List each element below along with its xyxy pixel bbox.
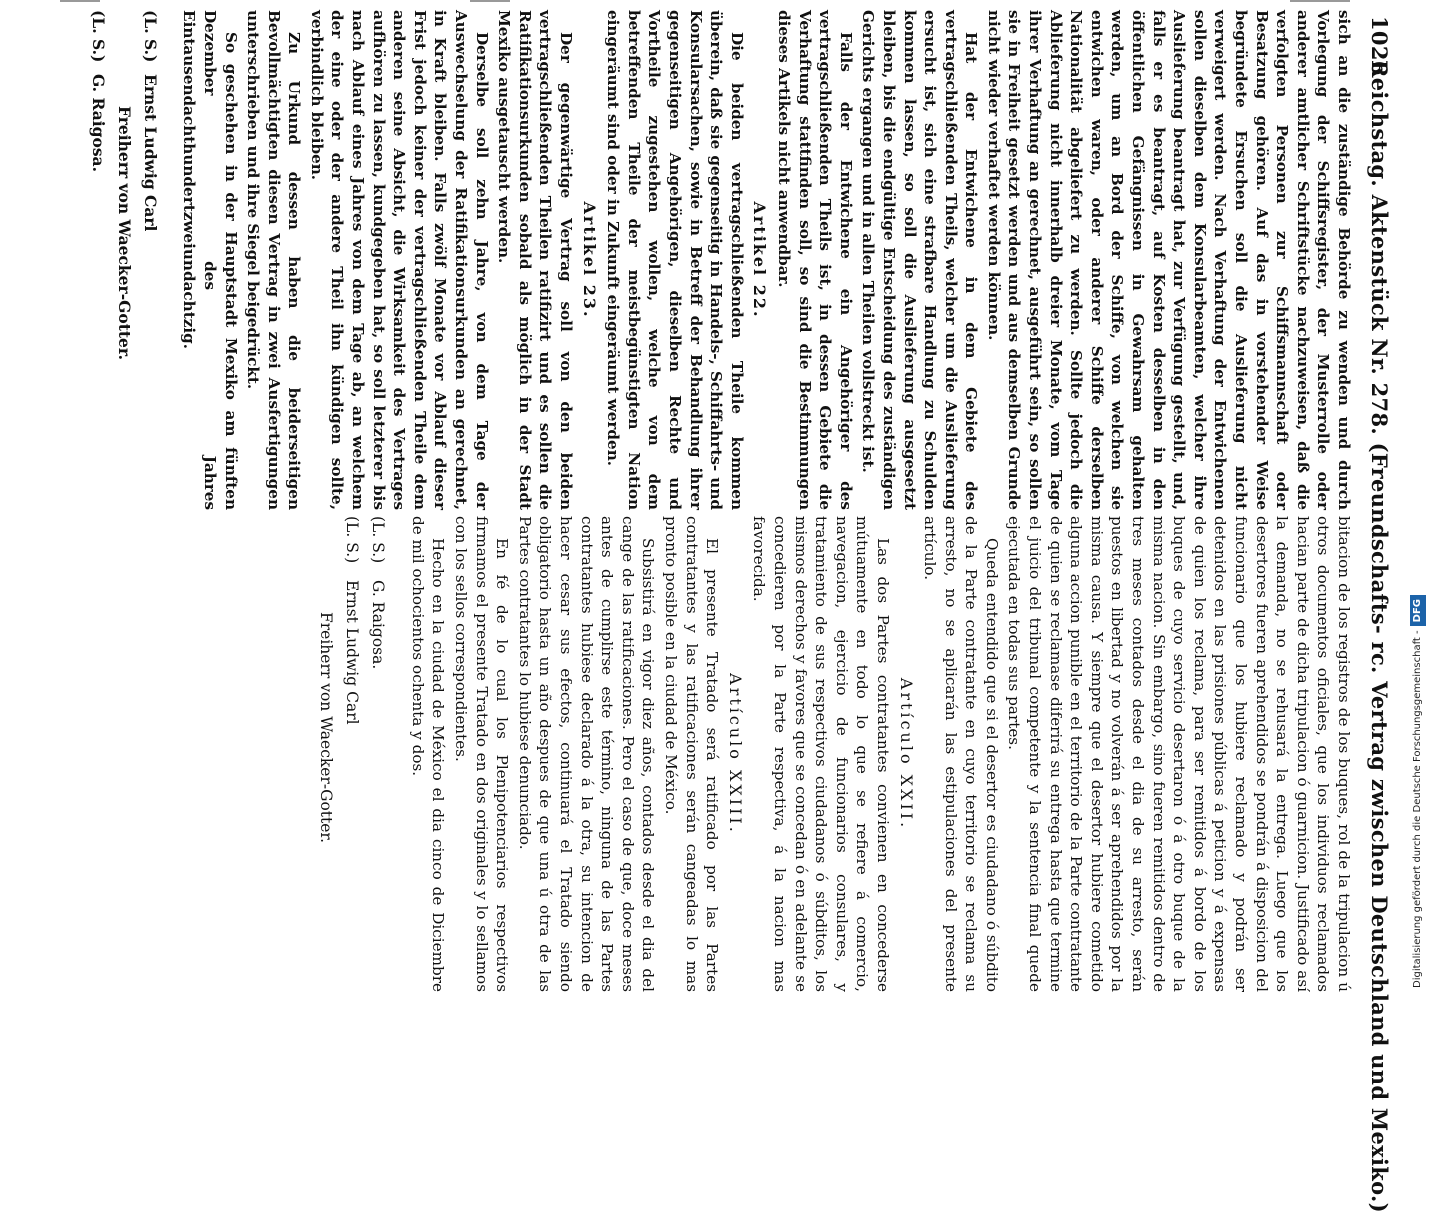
signatory-name: G. Raigosa. — [369, 580, 388, 670]
paragraph: sich an die zuständige Behörde zu wenden und durch Vorlegung der Schiffsregister, der Musterrolle oder anderer amtlicher Schriftstücke nachzuweisen, daß die verfolgten Personen zur Schiffsmannschaft oder Besatzung gehören. Auf das in vorstehender Weise begründete Ersuchen soll die Auslieferung nicht verweigert werden. Nach Verhaftung der Entwichenen sollen dieselben dem Konsularbeamten, welcher ihre Auslieferung beantragt hat, zur Verfügung gestellt, und, falls er es beantragt, auf Kosten desselben in den öffentlichen Gefängnissen in Gewahrsam gehalten werden, um an Bord der Schiffe, von welchen sie entwichen waren, oder anderer Schiffe derselben Nationalität abgeliefert zu werden. Sollte jedoch die Ablieferung nicht innerhalb dreier Monate, vom Tage ihrer Verhaftung an gerechnet, ausgeführt sein, so sollen sie in Freiheit gesetzt werden und aus demselben Grunde nicht wieder verhaftet werden können. — [984, 10, 1353, 510]
article-heading: Artículo XXIII. — [725, 673, 745, 835]
signatory-name: G. Raigosa. — [88, 74, 108, 172]
digitization-note — [1408, 8, 1428, 988]
paragraph: Las dos Partes contratantes convienen en concederse mútuamente en todo lo que se refiere á comercio, navegacion, ejercicio de funcionarios consulares, y tratamiento de sus respectivos ciudadanos ó súbditos, los mismos derechos y favores que se concedan ó en adelante se concedieren por la Parte respectiva, á la nacion mas favorecida. — [750, 516, 892, 992]
paragraph: So geschehen in der Hauptstadt Mexiko am fünften Dezember des Jahres Eintausendachthundertzweiundachtzig. — [180, 10, 240, 510]
signature-line — [365, 516, 391, 992]
article-heading: Artikel 22. — [750, 201, 770, 319]
signatory-name: Ernst Ludwig Carl — [140, 74, 160, 232]
paragraph: El presente Tratado será ratificado por las Partes contratantes y las ratificaciones serán cangeadas lo mas pronto posible en la ciudad de México. — [662, 516, 722, 992]
dfg-logo: DFG — [1410, 595, 1426, 626]
paragraph: Hat der Entwichene in dem Gebiete des vertragschließenden Theils, welcher um die Auslieferung ersucht ist, sich eine strafbare Handlung zu Schulden kommen lassen, so soll die Auslieferung ausgesetzt bleiben, bis die endgültige Entscheidung des zuständigen Gerichts ergangen und in allen Theilen vollstreckt ist. — [859, 10, 981, 510]
seal-mark: (L. S.) — [369, 516, 388, 564]
article-heading: Artículo XXII. — [896, 677, 916, 831]
german-column — [14, 10, 1354, 510]
signatory-name: Ernst Ludwig Carl — [343, 580, 362, 725]
article-heading: Artikel 23. — [579, 201, 599, 319]
paragraph: Subsistirá en vigor diez años, contados desde el dia del cange de las ratificaciones. Pero el caso de que, doce meses antes de cumplirse este término, ninguna de las Partes contratantes hubiese declarado á la otra, su intencion de hacer cesar sus efectos, continuará el Tratado siendo obligatorio hasta un año despues de que una ú otra de las Partes contratantes lo hubiese denunciado. — [515, 516, 658, 992]
page-number: 1026 — [1367, 16, 1392, 76]
paragraph: Derselbe soll zehn Jahre, von dem Tage der Auswechselung der Ratifikationsurkunden an gerechnet, in Kraft bleiben. Falls zwölf Monate vor Ablauf dieser Frist jedoch keiner der vertragschließenden Theile dem anderen seine Absicht, die Wirksamkeit des Vertrages aufhören zu lassen, kundgegeben hat, so soll letzterer bis nach Ablauf eines Jahres von dem Tage ab, an welchem der eine oder der andere Theil ihn kündigen sollte, verbindlich bleiben. — [307, 10, 491, 510]
paragraph: bitacion de los registros de los buques, rol de la tripulacion ú otros documentos oficiales, que los individuos reclamados hacian parte de dicha tripulacion ó guarnicion. Justificado así la demanda, no se rehusará la entrega. Luego que los desertores fueren aprehendidos se pondrán á disposicion del funcionario que los hubiere reclamado y podrán ser detenidos en las prisiones públicas á peticion y á expensas de quien los reclama, para ser remitidos á bordo de los buques de cuyo servicio desertaron ó á otro buque de la misma nacion. Sin embargo, sino fueren remitidos dentro de tres meses contados desde el dia de su arresto, serán puestos en libertad y no volverán á ser aprehendidos por la misma causa. Y siempre que el desertor hubiere cometido alguna accion punible en el territorio de la Parte contratante de quien se reclamase diferirá su entrega hasta que termine el juicio del tribunal competente y la sentencia final quede ejecutada en todas sus partes. — [1005, 516, 1353, 992]
seal-mark: (L. S.) — [140, 10, 160, 63]
spanish-column — [14, 516, 1354, 992]
signature-line — [85, 10, 111, 510]
signature-line — [137, 10, 163, 510]
paragraph: Queda entendido que si el desertor es ciudadano ó súbdito de la Parte contratante en cuyo territorio se reclama su arresto, no se aplicarán las estipulaciones del presente artículo. — [921, 516, 1001, 992]
signature-block — [85, 10, 163, 510]
paragraph: Hecho en la ciudad de México el dia cinco de Diciembre de mil ochocientos ochenta y dos. — [408, 516, 448, 992]
signature-block — [313, 516, 391, 992]
paragraph: Der gegenwärtige Vertrag soll von den beiden vertragschließenden Theilen ratifizirt und es sollen die Ratifikationsurkunden sobald als möglich in der Stadt Mexiko ausgetauscht werden. — [495, 10, 576, 510]
page-title: Reichstag. Aktenstück Nr. 278. (Freundschafts- rc. Vertrag zwischen Deutschland und Mexiko.) — [1367, 60, 1392, 1213]
signatory-title: Freiherr von Waecker-Gotter. — [114, 106, 134, 361]
paragraph: Die beiden vertragschließenden Theile kommen überein, daß sie gegenseitig in Handels-, Schiffahrts- und Konsularsachen, sowie in Betreff der Behandlung ihrer gegenseitigen Angehörigen, dieselben Rechte und Vortheile zugestehen wollen, welche von dem betreffenden Theile der meistbegünstigten Nation eingeräumt sind oder in Zukunft eingeräumt werden. — [604, 10, 746, 510]
seal-mark: (L. S.) — [343, 516, 362, 564]
paragraph: Zu Urkund dessen haben die beiderseitigen Bevollmächtigten diesen Vertrag in zwei Ausfertigungen unterschrieben und ihre Siegel beigedrückt. — [244, 10, 304, 510]
seal-mark: (L. S.) — [88, 10, 108, 63]
digitization-text: Digitalisierung gefördert durch die Deutsche Forschungsgemeinschaft - — [1412, 630, 1423, 988]
paragraph: En fé de lo cual los Plenipotenciarios respectivos firmamos el presente Tratado en dos originales y lo sellamos con los sellos correspondientes. — [452, 516, 512, 992]
signature-line — [339, 516, 365, 992]
signatory-title: Freiherr von Waecker-Gotter. — [317, 612, 336, 844]
paragraph: Falls der Entwichene ein Angehöriger des vertragschließenden Theils ist, in dessen Gebiete die Verhaftung stattfinden soll, so sind die Bestimmungen dieses Artikels nicht anwendbar. — [774, 10, 855, 510]
page-header — [1356, 12, 1392, 1213]
